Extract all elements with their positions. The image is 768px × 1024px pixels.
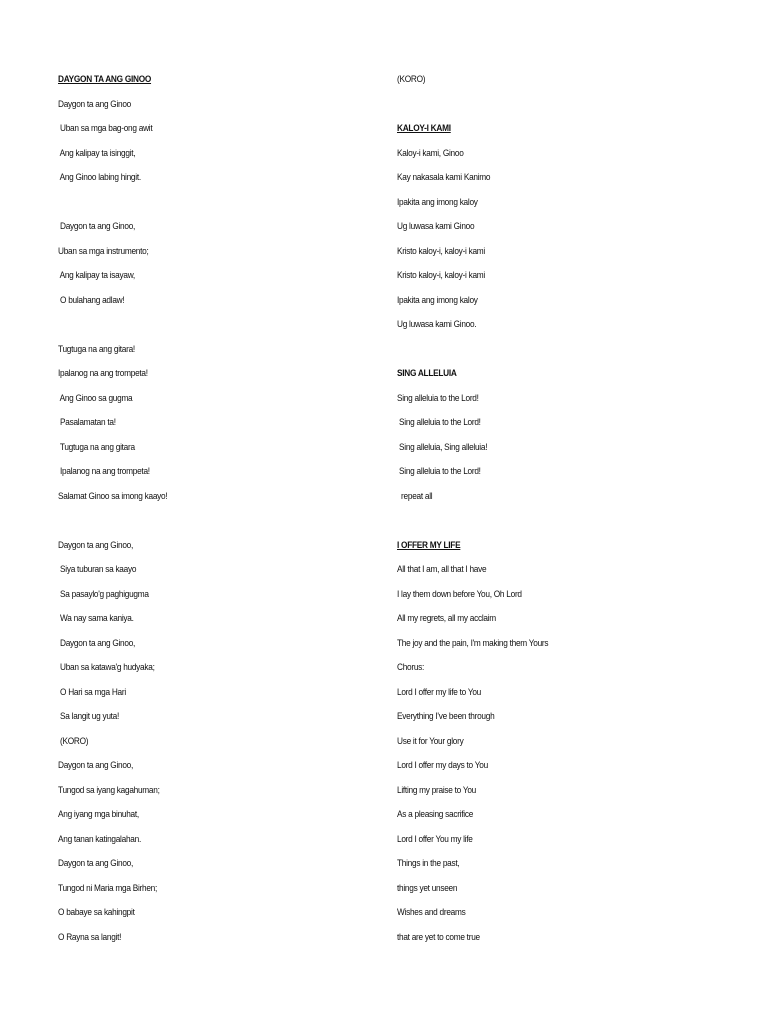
lyric-line: Uban sa katawa'g hudyaka;	[58, 662, 155, 672]
lyric-line: Ug luwasa kami Ginoo.	[397, 319, 477, 329]
spacer	[58, 317, 362, 342]
lyric-line: Kay nakasala kami Kanimo	[397, 172, 491, 182]
lyric-line: Ipalanog na ang trompeta!	[58, 466, 150, 476]
lyric-line: Daygon ta ang Ginoo	[58, 98, 132, 109]
spacer	[397, 513, 701, 538]
lyric-line: Lord I offer my days to You	[397, 760, 488, 770]
lyric-line: Kaloy-i kami, Ginoo	[397, 147, 464, 158]
song-title-daygon: DAYGON TA ANG GINOO	[58, 74, 152, 84]
lyric-line: Lord I offer my life to You	[397, 686, 481, 697]
lyric-line: Ang iyang mga binuhat,	[58, 809, 139, 819]
lyric-line: Daygon ta ang Ginoo,	[58, 858, 134, 868]
lyric-line: Wa nay sama kaniya.	[58, 613, 134, 623]
lyric-line: Everything I've been through	[397, 711, 495, 721]
lyric-line: Tugtuga na ang gitara!	[58, 343, 135, 354]
lyric-line: things yet unseen	[397, 882, 458, 893]
lyric-line: Ipakita ang imong kaloy	[397, 196, 478, 207]
spacer	[397, 342, 701, 367]
lyric-line: Salamat Ginoo sa imong kaayo!	[58, 490, 168, 501]
koro-label: (KORO)	[397, 74, 426, 84]
song-title: SING ALLELUIA	[397, 368, 457, 378]
lyric-line: Daygon ta ang Ginoo,	[58, 760, 134, 770]
spacer	[58, 513, 362, 538]
lyric-line: Ug luwasa kami Ginoo	[397, 221, 475, 231]
lyric-line: Tugtuga na ang gitara	[58, 441, 135, 452]
lyric-line: Sa pasaylo'g paghigugma	[58, 588, 149, 599]
lyric-line: Ang kalipay ta isayaw,	[58, 270, 135, 280]
right-songs	[397, 121, 727, 954]
lyric-line: O bulahang adlaw!	[58, 294, 125, 305]
lyric-line: Chorus:	[397, 662, 425, 672]
lyric-line: Kristo kaloy-i, kaloy-i kami	[397, 245, 485, 256]
lyric-line: O babaye sa kahingpit	[58, 907, 135, 917]
lyric-line: Sing alleluia to the Lord!	[397, 392, 479, 403]
lyric-line: Uban sa mga bag-ong awit	[58, 123, 153, 133]
lyric-line: Pasalamatan ta!	[58, 417, 116, 427]
lyric-line: As a pleasing sacrifice	[397, 809, 474, 819]
lyric-line: O Hari sa mga Hari	[58, 686, 126, 697]
lyric-line: that are yet to come true	[397, 931, 480, 942]
lyric-line: All that I am, all that I have	[397, 564, 487, 574]
lyric-line: Ang kalipay ta isinggit,	[58, 147, 136, 158]
right-column	[397, 72, 727, 954]
lyric-line: The joy and the pain, I'm making them Yours	[397, 637, 549, 648]
lyric-line: Daygon ta ang Ginoo,	[58, 539, 134, 550]
lyric-line: Siya tuburan sa kaayo	[58, 564, 137, 574]
lyric-line: O Rayna sa langit!	[58, 931, 122, 942]
lyric-line: Wishes and dreams	[397, 907, 466, 917]
lyric-line: Things in the past,	[397, 858, 460, 868]
lyric-line: I lay them down before You, Oh Lord	[397, 588, 522, 599]
lyric-line: Ang tanan katingalahan.	[58, 833, 141, 844]
lyric-line: Daygon ta ang Ginoo,	[58, 637, 136, 648]
lyric-line: Tungod sa iyang kagahuman;	[58, 784, 160, 795]
lyric-line: Tungod ni Maria mga Birhen;	[58, 882, 158, 893]
lyric-line: Kristo kaloy-i, kaloy-i kami	[397, 270, 485, 280]
lyric-line: Ang Ginoo labing hingit.	[58, 172, 141, 182]
lyric-line: Lifting my praise to You	[397, 784, 476, 795]
song-title: KALOY-I KAMI	[397, 123, 451, 133]
spacer	[58, 195, 362, 220]
lyric-line: Sing alleluia, Sing alleluia!	[397, 441, 488, 452]
lyric-line: All my regrets, all my acclaim	[397, 613, 496, 623]
lyric-line: Ipalanog na ang trompeta!	[58, 368, 148, 378]
lyric-line: repeat all	[397, 490, 433, 501]
lyric-line: Uban sa mga instrumento;	[58, 245, 149, 256]
lyric-line: Lord I offer You my life	[397, 833, 473, 844]
spacer	[397, 97, 701, 122]
lyric-line: Use it for Your glory	[397, 735, 464, 746]
lyric-line: Ang Ginoo sa gugma	[58, 392, 133, 403]
lyric-line: Sing alleluia to the Lord!	[397, 466, 481, 476]
left-song-lines	[58, 97, 388, 955]
lyric-line: Sa langit ug yuta!	[58, 711, 120, 721]
lyric-line: Ipakita ang imong kaloy	[397, 294, 478, 305]
lyric-line: (KORO)	[58, 735, 89, 746]
song-title: I OFFER MY LIFE	[397, 539, 461, 550]
left-column	[58, 72, 388, 954]
lyric-line: Sing alleluia to the Lord!	[397, 417, 481, 427]
lyric-line: Daygon ta ang Ginoo,	[58, 221, 136, 231]
